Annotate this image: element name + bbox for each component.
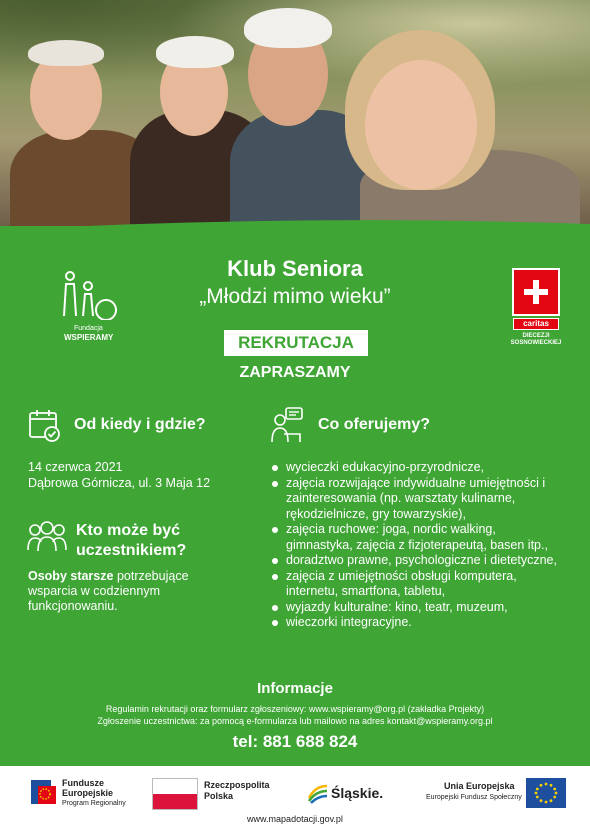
person-2-hair <box>156 36 234 68</box>
who-heading-2: uczestnikiem? <box>76 542 187 559</box>
person-1-hair <box>28 40 104 66</box>
website-url: www.mapadotacji.gov.pl <box>247 814 343 824</box>
fe-line-2: Europejskie <box>62 788 114 798</box>
offer-item: wycieczki edukacyjno-przyrodnicze, <box>272 460 562 476</box>
phone-number: tel: 881 688 824 <box>232 732 358 751</box>
person-3-hair <box>244 8 332 48</box>
offer-item: wyjazdy kulturalne: kino, teatr, muzeum, <box>272 600 562 616</box>
fe-line-3: Program Regionalny <box>62 800 126 807</box>
offer-item: zajęcia ruchowe: joga, nordic walking, gimnastyka, zajęcia z fizjoterapeutą, basen itp., <box>272 522 562 553</box>
rp-line-2: Polska <box>204 791 234 801</box>
hero-photo <box>0 0 590 232</box>
ue-line-1: Unia Europejska <box>444 781 515 791</box>
fundacja-small-label: Fundacja <box>74 325 103 332</box>
fundacja-name: WSPIERAMY <box>64 333 114 342</box>
rp-line-1: Rzeczpospolita <box>204 780 270 790</box>
caritas-wordmark: caritas <box>513 318 559 330</box>
fe-line-1: Fundusze <box>62 778 104 788</box>
offer-list <box>272 460 562 631</box>
person-4-face <box>365 60 477 190</box>
consultant-icon <box>270 406 306 444</box>
calendar-icon <box>28 408 62 442</box>
info-line-1: Regulamin rekrutacji oraz formularz zgłoszeniowy: www.wspieramy@org.pl (zakładka Projekty) <box>105 704 485 714</box>
slaskie-icon <box>307 782 329 804</box>
recruitment-badge: REKRUTACJA <box>224 330 368 356</box>
eu-flag-icon <box>526 778 566 808</box>
slaskie-label: Śląskie. <box>331 785 384 801</box>
info-heading: Informacje <box>257 680 333 697</box>
who-text-3: funkcjonowaniu. <box>28 599 118 613</box>
event-date: 14 czerwca 2021 <box>28 460 123 474</box>
group-people-icon <box>26 520 68 552</box>
caritas-sub-2: SOSNOWIECKIEJ <box>510 340 562 346</box>
event-place: Dąbrowa Górnicza, ul. 3 Maja 12 <box>28 476 211 490</box>
fundusze-europejskie-icon <box>30 777 58 807</box>
page-subtitle: „Młodzi mimo wieku” <box>199 285 391 308</box>
when-where-heading: Od kiedy i gdzie? <box>74 416 206 433</box>
offer-item: wieczorki integracyjne. <box>272 615 562 631</box>
who-bold: Osoby starsze <box>28 569 114 583</box>
offer-item: zajęcia z umiejętności obsługi komputera, internetu, smartfona, tabletu, <box>272 569 562 600</box>
ue-line-2: Europejski Fundusz Społeczny <box>426 794 522 801</box>
offer-item: doradztwo prawne, psychologiczne i dietetyczne, <box>272 553 562 569</box>
invite-label: ZAPRASZAMY <box>239 364 351 381</box>
offer-heading: Co oferujemy? <box>318 416 431 433</box>
who-heading-1: Kto może być <box>76 522 181 539</box>
who-text <box>28 569 218 614</box>
page-title: Klub Seniora <box>227 256 363 281</box>
who-text-2: wsparcia w codziennym <box>28 584 160 598</box>
info-line-2: Zgłoszenie uczestnictwa: za pomocą e-formularza lub mailowo na adres kontakt@wspieramy.org.pl <box>97 716 493 726</box>
caritas-sub-1: DIECEZJI <box>522 333 550 339</box>
offer-item: zajęcia rozwijające indywidualne umiejętności i zainteresowania (np. warsztaty kulinarne, rękodzielnicze, gry towarzyskie), <box>272 476 562 523</box>
polish-flag-icon <box>152 778 198 810</box>
who-text-1: potrzebujące <box>113 569 189 583</box>
